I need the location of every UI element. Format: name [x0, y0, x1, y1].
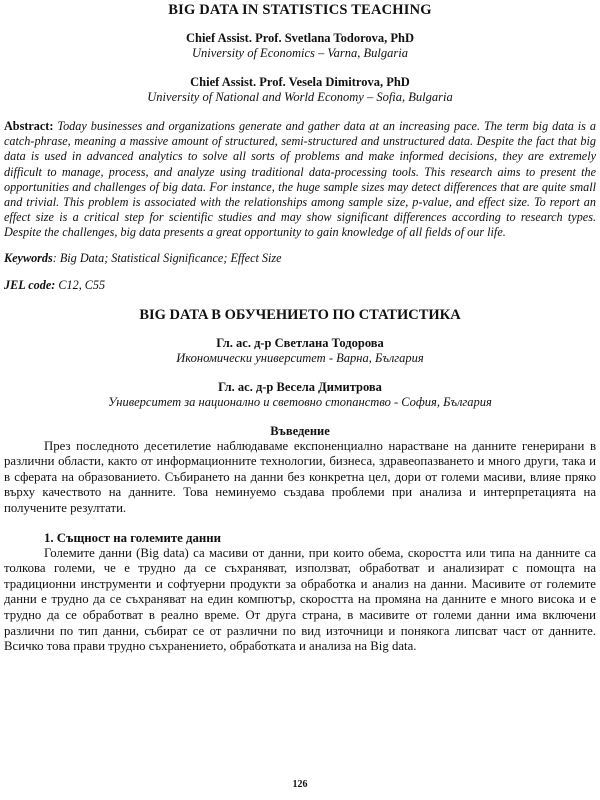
author-1-name-bg: Гл. ас. д-р Светлана Тодорова: [216, 335, 384, 350]
abstract-label: Abstract:: [4, 119, 54, 133]
jel-value: C12, C55: [55, 277, 106, 292]
intro-paragraph: През последното десетилетие наблюдаваме експоненциално нарастване на данните генерирани в различни области, както от информационните технологии, бизнеса, здравеопазването и много други, така и в сферата на образованието. Събирането на данни без конкретна цел, дори от големи масиви, влияе пряко върху качеството на данните. Това неминуемо създава проблеми при анализа и интерпретацията на получените резултати.: [4, 438, 596, 515]
paper-title-en: BIG DATA IN STATISTICS TEACHING: [168, 2, 432, 18]
author-1-affiliation-bg: Икономически университет - Варна, България: [176, 350, 424, 365]
section-1-heading: 1. Същност на големите данни: [44, 530, 222, 545]
author-2-affiliation-bg: Университет за национално и световно стопанство - София, България: [108, 394, 492, 409]
keywords-label: Keywords: [4, 250, 53, 265]
abstract: [4, 119, 596, 241]
author-2-name-bg: Гл. ас. д-р Весела Димитрова: [218, 379, 382, 394]
keywords: [4, 251, 596, 266]
jel-label: JEL code:: [4, 277, 56, 292]
intro-heading: Въведение: [270, 423, 330, 438]
keywords-value: : Big Data; Statistical Significance; Effect Size: [52, 250, 282, 265]
author-1-name-en: Chief Assist. Prof. Svetlana Todorova, PhD: [185, 31, 415, 45]
author-2-affiliation-en: University of National and World Economy – Sofia, Bulgaria: [147, 90, 453, 104]
section-1-paragraph: Големите данни (Big data) са масиви от данни, при които обема, скоростта или типа на данните са толкова големи, че е трудно да се съхраняват, използват, обработват и анализират с помощта на традиционни инструменти и софтуерни продукти за обработка и анализ на данни. Масивите от големите данни е трудно да се съхраняват на един компютър, скоростта на промяна на данните е много висока и е трудно да се обработват в реално време. От друга страна, в масивите от големи данни има включени различни по тип данни, събират се от различни по вид източници и понякога липсват част от данните. Всичко това прави трудно съхранението, обработката и анализа на Big data.: [4, 545, 596, 654]
paper-title-bg: BIG DATA В ОБУЧЕНИЕТО ПО СТАТИСТИКА: [139, 306, 461, 323]
jel-code: [4, 278, 596, 293]
abstract-text: Today businesses and organizations generate and gather data at an increasing pace. The term big data is a catch-phrase, meaning a massive amount of structured, semi-structured and unstructured data. Despite the fact that big data is used in advanced analytics to solve all sorts of problems and make informed decisions, they are extremely difficult to manage, process, and analyze using traditional data-processing tools. This research aims to present the opportunities and challenges of big data. For instance, the huge sample sizes may detect differences that are quite small and trivial. This problem is associated with the relationships among sample size, p-value, and effect size. To report an effect size is a critical step for scientific studies and may show significant differences according to research types. Despite the challenges, big data presents a great opportunity to gain knowledge of all fields of our life.: [4, 119, 596, 240]
author-1-affiliation-en: University of Economics – Varna, Bulgaria: [192, 46, 408, 60]
page-number: 126: [292, 779, 308, 790]
author-2-name-en: Chief Assist. Prof. Vesela Dimitrova, PhD: [190, 75, 410, 89]
